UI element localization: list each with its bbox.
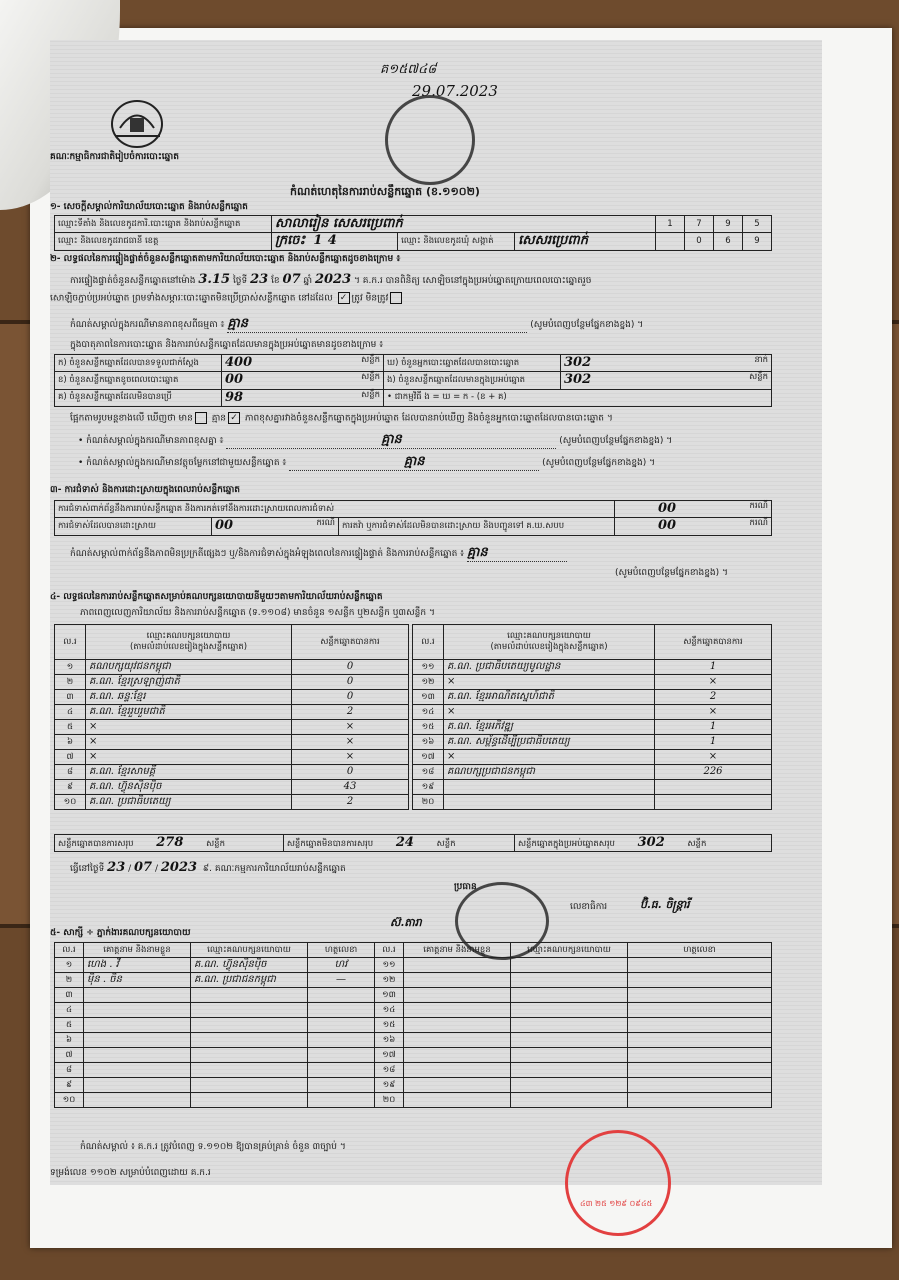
red-seal-stamp — [565, 1130, 671, 1236]
row-number: ១២ — [375, 973, 404, 988]
table-row — [55, 750, 409, 765]
s2-rowA-value: 400 សន្លឹក — [222, 355, 384, 372]
s4-col-no: ល.រ — [55, 625, 86, 660]
row-number: ១៦ — [375, 1033, 404, 1048]
s1-code-cell: 9 — [743, 233, 772, 250]
checkbox-none[interactable]: ✓ — [228, 412, 240, 424]
party-name — [191, 1003, 308, 1018]
s3-row2-mid-label: ការតវ៉ា ឬការជំទាស់ដែលមិនបានដោះស្រាយ និងបញ្ជូនទៅ គ.ឃ.សបប — [339, 518, 615, 535]
signature — [628, 1033, 772, 1048]
red-seal-text: ៤៣ ២៥ ១២៩ ០៩៤៥ — [580, 1199, 653, 1208]
party-name: គ.ណ. ហ៊្វុនស៊ិនប៉ិច — [86, 780, 292, 795]
signature — [308, 988, 375, 1003]
row-number: ២ — [55, 675, 86, 690]
row-number: ១ — [55, 958, 84, 973]
checkbox-has[interactable] — [195, 412, 207, 424]
party-name — [511, 1018, 628, 1033]
vote-count: 2 — [655, 690, 772, 705]
s2-rowB-value: 00 សន្លឹក — [222, 372, 384, 389]
row-number: ៨ — [55, 765, 86, 780]
party-name: គ.ណ. ប្រជាជនកម្ពុជា — [191, 973, 308, 988]
witness-name — [84, 1063, 191, 1078]
witness-name — [404, 1063, 511, 1078]
form-document — [50, 40, 822, 1185]
section5-table — [54, 942, 772, 1108]
section2-count-table — [54, 354, 772, 407]
witness-name — [84, 1033, 191, 1048]
vote-count: × — [655, 750, 772, 765]
row-number: ៦ — [55, 1033, 84, 1048]
vote-count — [655, 780, 772, 795]
checkbox-bad[interactable] — [390, 292, 402, 304]
vote-count: 0 — [292, 690, 409, 705]
witness-name: ហេង . វី — [84, 958, 191, 973]
s1-code-cell: 1 — [656, 216, 685, 233]
row-number: ១៩ — [413, 780, 444, 795]
row-number: ១៨ — [375, 1063, 404, 1078]
row-number: ៣ — [55, 988, 84, 1003]
s2-para2: សោឡិចភ្ជាប់ប្រអប់ឆ្នោត ព្រមទាំងសម្ភារៈបោះឆ្នោតមិនប្រើប្រាស់សន្លឹកឆ្នោត នៅដដែល ✓ ត្រូវ មិនត្រូវ — [50, 292, 404, 305]
row-number: ១៩ — [375, 1078, 404, 1093]
party-name — [511, 1003, 628, 1018]
official-stamp-top — [385, 95, 475, 185]
row-number: ៨ — [55, 1063, 84, 1078]
table-row — [413, 795, 772, 810]
s2-rowA-label: ក) ចំនួនសន្លឹកឆ្នោតដែលបានទទួលជាក់ស្ដែង — [55, 355, 222, 372]
table-row — [413, 705, 772, 720]
s4-col-no: ល.រ — [413, 625, 444, 660]
s1-code-cell: 7 — [685, 216, 714, 233]
s4-col-party: ឈ្មោះគណបក្សនយោបាយ (តាមលំដាប់លេខរៀងក្នុងសន្លឹកឆ្នោត) — [86, 625, 292, 660]
party-name — [511, 958, 628, 973]
s1-row2-value: ក្រចេះ 1 4 — [272, 233, 398, 250]
row-number: ៥ — [55, 1018, 84, 1033]
s3-note: កំណត់សម្គាល់ពាក់ព័ន្ធនឹងភាពមិនប្រក្រតីផ្សេងៗ ឬ/និងការជំទាស់ក្នុងអំឡុងពេលនៃការផ្ទៀងផ្ទាត់ និងការរាប់សន្លឹកឆ្នោត ៖ គ្មាន — [70, 545, 567, 562]
s3-row2-value: 00 ករណី — [212, 518, 339, 535]
s2-intro-rows: ក្នុងបាតុភាពនៃការបោះឆ្នោត និងការរាប់សន្លឹកឆ្នោតដែលមានក្នុងប្រអប់ឆ្នោតមានដូចខាងក្រោម ៖ — [70, 340, 384, 350]
s2-rowE-label: ង) ចំនួនសន្លឹកឆ្នោតដែលមានក្នុងប្រអប់ឆ្នោត — [384, 372, 561, 389]
signature — [628, 958, 772, 973]
witness-name — [404, 973, 511, 988]
vote-count: 1 — [655, 720, 772, 735]
s2-rowC-value: 98 សន្លឹក — [222, 389, 384, 406]
table-row — [55, 1003, 772, 1018]
party-name — [191, 1078, 308, 1093]
row-number: ១០ — [55, 1093, 84, 1108]
vote-count: 2 — [292, 705, 409, 720]
vote-count: × — [292, 735, 409, 750]
vote-count: × — [655, 705, 772, 720]
vote-count: 0 — [292, 660, 409, 675]
witness-name — [84, 1018, 191, 1033]
party-name: គ.ណ. ប្រជាធិបតេយ្យមូលដ្ឋាន — [444, 660, 655, 675]
row-number: ១៤ — [413, 705, 444, 720]
signature: — — [308, 973, 375, 988]
row-number: ១៦ — [413, 735, 444, 750]
row-number: ១៤ — [375, 1003, 404, 1018]
vote-count: × — [292, 720, 409, 735]
table-row — [55, 690, 409, 705]
s1-row2-label: ឈ្មោះ និងលេខកូដរាជធានី ខេត្ត — [55, 233, 272, 250]
s4-col-votes: សន្លឹកឆ្នោតបានការ — [292, 625, 409, 660]
vote-count: × — [655, 675, 772, 690]
party-name: × — [444, 705, 655, 720]
s2-note: កំណត់សម្គាល់ក្នុងករណីមានភាពខុសពីធម្មតា ៖ គ្មាន (សូមបំពេញបន្ថែមផ្នែកខាងខ្នង) ។ — [70, 316, 643, 333]
table-row — [55, 795, 409, 810]
s2-rowB-label: ខ) ចំនួនសន្លឹកឆ្នោតខូចពេលបោះឆ្នោត — [55, 372, 222, 389]
witness-name — [84, 1003, 191, 1018]
vote-count: 1 — [655, 735, 772, 750]
table-row — [55, 765, 409, 780]
witness-name — [404, 958, 511, 973]
secretary-name: ប៊ិ.ធ. ចិន្ត្រារី — [640, 898, 690, 911]
hand-date: 29.07.2023 — [412, 82, 498, 100]
table-row — [55, 1078, 772, 1093]
table-row — [55, 973, 772, 988]
party-name: × — [444, 675, 655, 690]
row-number: ៧ — [55, 750, 86, 765]
checkbox-ok[interactable]: ✓ — [338, 292, 350, 304]
signature — [308, 1033, 375, 1048]
signature — [628, 1018, 772, 1033]
row-number: ៧ — [55, 1048, 84, 1063]
s5-col-name: គោត្តនាម និងនាមខ្លួន — [404, 943, 511, 958]
table-row — [413, 735, 772, 750]
table-row — [55, 675, 409, 690]
hand-code: គ១៥៧៤៨ — [380, 62, 437, 77]
vote-count: 0 — [292, 765, 409, 780]
s2-para1: ការផ្ទៀងផ្ទាត់ចំនួនសន្លឹកឆ្នោតនៅម៉ោង 3.15 ថ្ងៃទី 23 ខែ 07 ឆ្នាំ 2023 ។ គ.ក.រ បានពិនិត្យ សោឡិចនៅក្នុងប្រអប់ឆ្នោតក្រោយពេលបោះឆ្នោតរួច — [70, 272, 592, 287]
s5-col-no: ល.រ — [55, 943, 84, 958]
row-number: ១៧ — [413, 750, 444, 765]
party-name: គ.ណ. ខ្មែរសាមគ្គី — [86, 765, 292, 780]
table-row — [413, 720, 772, 735]
section5-heading: ៥- សាក្សី ÷ ភ្នាក់ងារគណបក្សនយោបាយ — [50, 928, 191, 938]
vote-count: 43 — [292, 780, 409, 795]
signature — [628, 1078, 772, 1093]
s3-row1-label: ការជំទាស់ពាក់ព័ន្ធនឹងការរាប់សន្លឹកឆ្នោត និងការកត់ទៅនឹងការដោះស្រាយពេលការជំទាស់ — [55, 501, 615, 518]
party-name: គណបក្សយុវជនកម្ពុជា — [86, 660, 292, 675]
signature — [628, 973, 772, 988]
s2-check-para: ផ្អែកតាមរូបមន្តខាងលើ ឃើញថា មាន គ្មាន ✓ ភាពខុសគ្នារវាងចំនួនសន្លឹកឆ្នោតក្នុងប្រអប់ឆ្នោត ដែលបានរាប់ឃើញ និងចំនួនអ្នកបោះឆ្នោតដែលបានបោះឆ្នោត ។ — [70, 413, 613, 424]
row-number: ១៥ — [375, 1018, 404, 1033]
party-name — [444, 780, 655, 795]
section4-left-table — [54, 624, 409, 810]
party-name: គ.ណ. ខ្មែរស្រឡាញ់ជាតិ — [86, 675, 292, 690]
signature — [308, 1003, 375, 1018]
signature — [308, 1018, 375, 1033]
row-number: ១៥ — [413, 720, 444, 735]
row-number: ២០ — [375, 1093, 404, 1108]
chair-label: ប្រធាន — [454, 882, 477, 892]
s4-total-invalid: សន្លឹកឆ្នោតមិនបានការសរុប 24 សន្លឹក — [283, 835, 514, 852]
s1-row2-mid-value: សេសរប្រេពាក់ — [515, 233, 656, 250]
table-row — [413, 765, 772, 780]
row-number: ៣ — [55, 690, 86, 705]
s1-code-cell: 6 — [714, 233, 743, 250]
table-row — [55, 660, 409, 675]
table-row — [413, 780, 772, 795]
party-name — [511, 1078, 628, 1093]
witness-name — [84, 1078, 191, 1093]
s5-col-party: ឈ្មោះគណបក្សនយោបាយ — [191, 943, 308, 958]
row-number: ៦ — [55, 735, 86, 750]
signature — [308, 1078, 375, 1093]
row-number: ២០ — [413, 795, 444, 810]
signature — [628, 1063, 772, 1078]
section3-table — [54, 500, 772, 536]
row-number: ១៧ — [375, 1048, 404, 1063]
party-name: គ.ណ. សម្ព័ន្ធដើម្បីប្រជាធិបតេយ្យ — [444, 735, 655, 750]
table-row — [55, 958, 772, 973]
section4-heading: ៤- លទ្ធផលនៃការរាប់សន្លឹកឆ្នោតសម្រាប់គណបក្សនយោបាយនីមួយៗតាមការិយាល័យរាប់សន្លឹកឆ្នោត — [50, 592, 383, 602]
s4-made-at: ធ្វើនៅថ្ងៃទី 23 / 07 / 2023 ៩. គណៈកម្មការការិយាល័យរាប់សន្លឹកឆ្នោត — [70, 860, 346, 875]
party-name: គ.ណ. ប្រជាធិបតេយ្យ — [86, 795, 292, 810]
witness-name — [404, 1003, 511, 1018]
witness-name — [404, 1093, 511, 1108]
party-name — [511, 1048, 628, 1063]
s2-rowD-value: 302 នាក់ — [561, 355, 772, 372]
table-row — [413, 750, 772, 765]
s3-row1-value: 00 ករណី — [615, 501, 772, 518]
s2-rowC-label: គ) ចំនួនសន្លឹកឆ្នោតដែលមិនបានប្រើ — [55, 389, 222, 406]
party-name: គ.ណ. ឆន្ទៈខ្មែរ — [86, 690, 292, 705]
party-name — [191, 988, 308, 1003]
s1-code-cell: 5 — [743, 216, 772, 233]
witness-name — [404, 1018, 511, 1033]
witness-name: ម៉ិន . ចិន — [84, 973, 191, 988]
section2-heading: ២- លទ្ធផលនៃការផ្ទៀងផ្ទាត់ចំនួនសន្លឹកឆ្នោតតាមការិយាល័យបោះឆ្នោត និងរាប់សន្លឹកឆ្នោតដូចខាងក្រោម ៖ — [50, 254, 401, 264]
row-number: ៤ — [55, 705, 86, 720]
vote-count: 226 — [655, 765, 772, 780]
vote-count: 1 — [655, 660, 772, 675]
section4-sub: ភាពពេញលេញការិយាល័យ និងការរាប់សន្លឹកឆ្នោត (ទ.១១០៨) មានចំនួន ១សន្លឹក ឬ២សន្លឹក ឬ៣សន្លឹក ។ — [80, 608, 435, 618]
witness-name — [404, 988, 511, 1003]
party-name: គ.ណ. ខ្មែរអាណិតស្នេហ៍ជាតិ — [444, 690, 655, 705]
row-number: ១ — [55, 660, 86, 675]
row-number: ១០ — [55, 795, 86, 810]
org-title: គណៈកម្មាធិការជាតិរៀបចំការបោះឆ្នោត — [50, 152, 179, 162]
row-number: ១១ — [413, 660, 444, 675]
s5-col-sign: ហត្ថលេខា — [308, 943, 375, 958]
signature — [308, 1063, 375, 1078]
signature — [308, 1048, 375, 1063]
witness-name — [84, 1093, 191, 1108]
s2-rowE-value: 302 សន្លឹក — [561, 372, 772, 389]
s4-total-valid: សន្លឹកឆ្នោតបានការសរុប 278 សន្លឹក — [55, 835, 284, 852]
table-row — [55, 735, 409, 750]
party-name: × — [86, 720, 292, 735]
s3-row2-mid-value: 00 ករណី — [615, 518, 772, 535]
s4-col-party: ឈ្មោះគណបក្សនយោបាយ (តាមលំដាប់លេខរៀងក្នុងសន្លឹកឆ្នោត) — [444, 625, 655, 660]
party-name — [511, 1063, 628, 1078]
witness-name — [404, 1048, 511, 1063]
s4-col-votes: សន្លឹកឆ្នោតបានការ — [655, 625, 772, 660]
vote-count: 0 — [292, 675, 409, 690]
s2-rowD-label: ឃ) ចំនួនអ្នកបោះឆ្នោតដែលបានបោះឆ្នោត — [384, 355, 561, 372]
section4-totals — [54, 834, 772, 852]
party-name: × — [86, 735, 292, 750]
signature — [628, 1048, 772, 1063]
s5-col-sign: ហត្ថលេខា — [628, 943, 772, 958]
section1-heading: ១- សេចក្ដីសម្គាល់ការិយាល័យបោះឆ្នោត និងរាប់សន្លឹកឆ្នោត — [50, 202, 248, 212]
s3-row2-label: ការជំទាស់ដែលបានដោះស្រាយ — [55, 518, 212, 535]
s2-bullet1: • កំណត់សម្គាល់ក្នុងករណីមានភាពខុសគ្នា ៖ គ្មាន (សូមបំពេញបន្ថែមផ្នែកខាងខ្នង) ។ — [78, 432, 672, 449]
s5-col-no: ល.រ — [375, 943, 404, 958]
s1-row1-value: សាលារៀន សេសរប្រេពាក់ — [272, 216, 656, 233]
party-name: គ.ណ. ខ្មែរអភិវឌ្ឍ — [444, 720, 655, 735]
table-row — [55, 1063, 772, 1078]
party-name: គ.ណ. ហ៊្វុនស៊ិនប៉ិច — [191, 958, 308, 973]
party-name: × — [86, 750, 292, 765]
row-number: ១៨ — [413, 765, 444, 780]
party-name — [191, 1033, 308, 1048]
party-name — [191, 1093, 308, 1108]
table-row — [413, 690, 772, 705]
vote-count: 2 — [292, 795, 409, 810]
table-row — [55, 720, 409, 735]
form-title: កំណត់ហេតុនៃការរាប់សន្លឹកឆ្នោត (ខ.១១០២) — [290, 185, 480, 198]
party-name — [191, 1048, 308, 1063]
party-name: × — [444, 750, 655, 765]
party-name: គ.ណ. ខ្មែររួបរួមជាតិ — [86, 705, 292, 720]
chair-name: ស៊.តារា — [390, 916, 422, 929]
witness-name — [404, 1078, 511, 1093]
vote-count — [655, 795, 772, 810]
party-name — [511, 1033, 628, 1048]
s2-rowF-label: • ជាកម្មវិធី ង = ឃ = ក - (ខ + គ) — [384, 389, 772, 406]
party-name — [511, 988, 628, 1003]
party-name: គណបក្សប្រជាជនកម្ពុជា — [444, 765, 655, 780]
signature: ហវ — [308, 958, 375, 973]
table-row — [55, 1048, 772, 1063]
row-number: ៥ — [55, 720, 86, 735]
witness-name — [84, 1048, 191, 1063]
s4-total-box: សន្លឹកឆ្នោតក្នុងប្រអប់ឆ្នោតសរុប 302 សន្លឹក — [514, 835, 771, 852]
table-row — [413, 675, 772, 690]
vote-count: × — [292, 750, 409, 765]
s1-code-cell: 0 — [685, 233, 714, 250]
table-row — [55, 1018, 772, 1033]
witness-name — [404, 1033, 511, 1048]
signature — [308, 1093, 375, 1108]
s5-col-name: គោត្តនាម និងនាមខ្លួន — [84, 943, 191, 958]
section4-right-table — [412, 624, 772, 810]
table-row — [55, 705, 409, 720]
footnote1: កំណត់សម្គាល់ ៖ គ.ក.រ ត្រូវបំពេញ ទ.១១០២ ឱ្យបានគ្រប់គ្រាន់ ចំនួន ៣ច្បាប់ ។ — [80, 1142, 346, 1152]
party-name — [511, 1093, 628, 1108]
s3-note-end: (សូមបំពេញបន្ថែមផ្នែកខាងខ្នង) ។ — [615, 568, 728, 578]
row-number: ៩ — [55, 780, 86, 795]
signature — [628, 1003, 772, 1018]
signature — [628, 988, 772, 1003]
section1-table — [54, 215, 772, 251]
table-row — [55, 780, 409, 795]
signature — [628, 1093, 772, 1108]
table-row — [55, 1093, 772, 1108]
secretary-label: លេខាធិការ — [570, 902, 608, 912]
emblem-icon — [110, 98, 165, 150]
table-row — [413, 660, 772, 675]
row-number: ១២ — [413, 675, 444, 690]
row-number: ២ — [55, 973, 84, 988]
table-row — [55, 1033, 772, 1048]
party-name — [444, 795, 655, 810]
party-name — [511, 973, 628, 988]
s1-code-cell-empty — [656, 233, 685, 250]
table-row — [55, 988, 772, 1003]
party-name — [191, 1018, 308, 1033]
row-number: ១៣ — [375, 988, 404, 1003]
row-number: ៤ — [55, 1003, 84, 1018]
witness-name — [84, 988, 191, 1003]
footnote2: ទម្រង់លេខ ១១០២ សម្រាប់បំពេញដោយ គ.ក.រ — [50, 1168, 211, 1178]
s5-col-party: ឈ្មោះគណបក្សនយោបាយ — [511, 943, 628, 958]
s1-row1-label: ឈ្មោះទីតាំង និងលេខកូដការិ.បោះឆ្នោត និងរាប់សន្លឹកឆ្នោត — [55, 216, 272, 233]
s2-bullet2: • កំណត់សម្គាល់ក្នុងករណីមានវត្ថុចម្លែកនៅជាមួយសន្លឹកឆ្នោត ៖ គ្មាន (សូមបំពេញបន្ថែមផ្នែកខាងខ្នង) ។ — [78, 454, 655, 471]
row-number: ១៣ — [413, 690, 444, 705]
row-number: ១១ — [375, 958, 404, 973]
section3-heading: ៣- ការជំទាស់ និងការដោះស្រាយក្នុងពេលរាប់សន្លឹកឆ្នោត — [50, 485, 241, 495]
row-number: ៩ — [55, 1078, 84, 1093]
s1-code-cell: 9 — [714, 216, 743, 233]
party-name — [191, 1063, 308, 1078]
s1-row2-mid-label: ឈ្មោះ និងលេខកូដឃុំ សង្កាត់ — [398, 233, 515, 250]
